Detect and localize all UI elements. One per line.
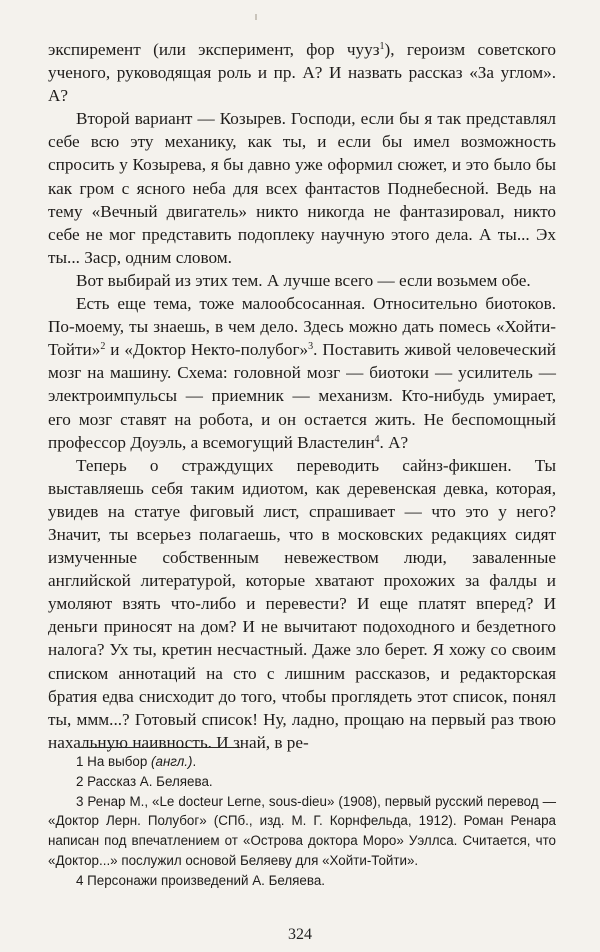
text-run: 1 На выбор — [76, 754, 152, 769]
main-text — [48, 38, 556, 754]
footnote-ref: 2 — [100, 341, 106, 353]
text-run: 4 Персонажи произведений А. Беляева. — [76, 872, 326, 888]
paragraph — [48, 454, 556, 754]
footnote-divider — [80, 747, 240, 748]
text-run: 3 Ренар М., «Le docteur Lerne, sous-dieu» (1908), первый русский перевод — «Доктор Лерн. Полубог» (СПб., изд. М. Г. Корнфельда, 1912). Роман Ренара написан под впечатлением от «Острова доктора Моро» Уэллса. Считается, что «Доктор...» послужил основой Беляеву для «Хойти-Тойти». — [48, 793, 556, 868]
footnotes — [48, 752, 556, 891]
text-run: Вот выбирай из этих тем. А лучше всего — если возьмем обе. — [76, 270, 531, 290]
text-run: экспиремент (или эксперимент, фор чууз — [48, 40, 380, 59]
text-run: Теперь о страждущих переводить сайнз-фикшен. Ты выставляешь себя таким идиотом, как деревенская девка, которая, увидев на статуе фиговый лист, спрашивает — что это у него? Значит, ты всерьез полагаешь, что в московских редакциях сидят измученные собственным невежеством люди, заваленные английской литературой, которые хватают прохожих за фалды и умоляют взять что-либо и перевести? И еще платят вперед? И деньги приносят на дом? И не вычитают подоходного и бездетного налога? Ух ты, кретин несчастный. Даже зло берет. Я хожу со своим списком аннотаций на сто с лишним рассказов, и редакторская братия едва снисходит до того, чтобы проглядеть этот список, понял ты, ммм...? Готовый список! Ну, ладно, прощаю на первый раз твою нахальную наивность. И знай, в ре- — [48, 455, 556, 752]
footnote — [48, 792, 556, 871]
text-run: Второй вариант — Козырев. Господи, если бы я так представлял себе всю эту механику, как ты, и если бы имел возможность спросить у Козырева, я бы давно уже оформил сюжет, и это было бы как гром с ясного неба для всех фантастов Поднебесной. Ведь на тему «Вечный двигатель» никто никогда не фантазировал, никто себе не мог представить подоплеку научную этого дела. А ты... Эх ты... Заср, одним словом. — [48, 109, 556, 267]
text-run: . Поставить живой человеческий мозг на машину. Схема: головной мозг — биотоки — усилитель — электроимпульсы — приемник — механизм. Кто-нибудь умирает, его мозг ставят на робота, и он остается жить. Не беспомощный профессор Доуэль, а всемогущий Властелин — [48, 340, 556, 452]
scan-speck — [255, 14, 257, 20]
footnote — [48, 871, 556, 891]
footnote — [48, 772, 556, 792]
text-run: и «Доктор Некто-полубог» — [105, 340, 309, 360]
paragraph — [48, 38, 556, 107]
footnote-ref: 1 — [379, 41, 385, 52]
text-run: 2 Рассказ А. Беляева. — [76, 773, 213, 789]
paragraph — [48, 292, 556, 454]
text-run: Есть еще тема, тоже малообсосанная. Относительно биотоков. По-моему, ты знаешь, в чем дело. Здесь можно дать помесь «Хойти-Тойти» — [48, 294, 556, 360]
text-run: . А? — [379, 432, 409, 452]
text-run: ), героизм советского ученого, руководящая роль и пр. А? И назвать рассказ «За углом». А? — [48, 40, 556, 106]
page-number: 324 — [288, 926, 312, 943]
italic-text: (англ.) — [151, 754, 193, 769]
footnote-ref: 4 — [374, 433, 380, 445]
footnote — [48, 752, 556, 772]
paragraph — [48, 269, 556, 292]
text-run: . — [192, 754, 197, 769]
footnote-ref: 3 — [308, 341, 314, 353]
paragraph — [48, 107, 556, 269]
